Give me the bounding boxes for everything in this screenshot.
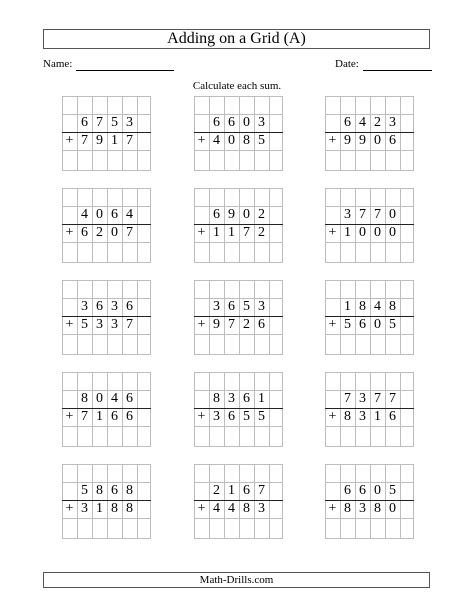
top-addend-digit: 3 <box>389 115 396 130</box>
grid-line <box>269 372 270 446</box>
top-addend-digit: 6 <box>243 391 250 406</box>
top-addend-digit: 3 <box>359 391 366 406</box>
bottom-addend-digit: 0 <box>374 133 381 148</box>
bottom-addend-digit: 2 <box>243 317 250 332</box>
bottom-addend-digit: 6 <box>359 317 366 332</box>
top-addend-digit: 4 <box>126 207 133 222</box>
grid-line <box>194 262 283 263</box>
bottom-addend-digit: 7 <box>126 225 133 240</box>
bottom-addend-digit: 1 <box>111 133 118 148</box>
grid-line <box>62 170 151 171</box>
top-addend-digit: 6 <box>344 483 351 498</box>
grid-line <box>325 170 414 171</box>
bottom-addend-digit: 1 <box>96 409 103 424</box>
problem-grid <box>194 280 283 354</box>
top-addend-digit: 6 <box>228 299 235 314</box>
plus-sign: + <box>65 409 74 424</box>
bottom-addend-digit: 4 <box>213 501 220 516</box>
top-addend-digit: 7 <box>344 391 351 406</box>
problem-grid <box>194 96 283 170</box>
top-addend-digit: 3 <box>126 115 133 130</box>
top-addend-digit: 7 <box>96 115 103 130</box>
bottom-addend-digit: 7 <box>126 317 133 332</box>
bottom-addend-digit: 0 <box>228 133 235 148</box>
bottom-addend-digit: 6 <box>81 225 88 240</box>
top-addend-digit: 8 <box>96 483 103 498</box>
grid-line <box>194 354 283 355</box>
name-label: Name: <box>43 58 73 70</box>
bottom-addend-digit: 8 <box>126 501 133 516</box>
grid-line <box>269 464 270 538</box>
top-addend-digit: 8 <box>126 483 133 498</box>
bottom-addend-digit: 1 <box>374 409 381 424</box>
top-addend-digit: 0 <box>389 207 396 222</box>
problem-grid <box>325 96 414 170</box>
bottom-addend-digit: 5 <box>389 317 396 332</box>
grid-line <box>282 464 283 538</box>
top-addend-digit: 6 <box>243 483 250 498</box>
top-addend-digit: 6 <box>228 115 235 130</box>
plus-sign: + <box>197 501 206 516</box>
grid-line <box>269 280 270 354</box>
date-field-line <box>363 70 432 71</box>
grid-line <box>194 446 283 447</box>
top-addend-digit: 2 <box>213 483 220 498</box>
bottom-addend-digit: 1 <box>213 225 220 240</box>
grid-line <box>400 464 401 538</box>
bottom-addend-digit: 1 <box>344 225 351 240</box>
problem-grid <box>62 280 151 354</box>
bottom-addend-digit: 8 <box>374 501 381 516</box>
problem-grid <box>325 464 414 538</box>
top-addend-digit: 8 <box>81 391 88 406</box>
plus-sign: + <box>197 225 206 240</box>
grid-line <box>413 280 414 354</box>
grid-line <box>150 188 151 262</box>
plus-sign: + <box>197 133 206 148</box>
problem-grid <box>62 372 151 446</box>
problem-grid <box>325 372 414 446</box>
top-addend-digit: 8 <box>359 299 366 314</box>
bottom-addend-digit: 3 <box>359 501 366 516</box>
plus-sign: + <box>65 225 74 240</box>
grid-line <box>269 188 270 262</box>
bottom-addend-digit: 8 <box>344 409 351 424</box>
bottom-addend-digit: 2 <box>258 225 265 240</box>
plus-sign: + <box>328 225 337 240</box>
grid-line <box>325 262 414 263</box>
plus-sign: + <box>65 317 74 332</box>
top-addend-digit: 0 <box>243 207 250 222</box>
grid-line <box>137 188 138 262</box>
bottom-addend-digit: 7 <box>228 317 235 332</box>
top-addend-digit: 6 <box>81 115 88 130</box>
problem-grid <box>194 188 283 262</box>
grid-line <box>150 280 151 354</box>
grid-line <box>413 96 414 170</box>
top-addend-digit: 3 <box>258 115 265 130</box>
top-addend-digit: 1 <box>228 483 235 498</box>
plus-sign: + <box>328 501 337 516</box>
top-addend-digit: 6 <box>213 115 220 130</box>
bottom-addend-digit: 4 <box>228 501 235 516</box>
bottom-addend-digit: 6 <box>389 409 396 424</box>
top-addend-digit: 3 <box>344 207 351 222</box>
bottom-addend-digit: 0 <box>111 225 118 240</box>
bottom-addend-digit: 4 <box>213 133 220 148</box>
top-addend-digit: 3 <box>111 299 118 314</box>
bottom-addend-digit: 3 <box>359 409 366 424</box>
bottom-addend-digit: 9 <box>344 133 351 148</box>
bottom-addend-digit: 0 <box>389 501 396 516</box>
grid-line <box>282 188 283 262</box>
footer-credit: Math-Drills.com <box>43 572 430 588</box>
top-addend-digit: 7 <box>374 207 381 222</box>
grid-line <box>413 372 414 446</box>
bottom-addend-digit: 3 <box>111 317 118 332</box>
top-addend-digit: 4 <box>81 207 88 222</box>
bottom-addend-digit: 7 <box>126 133 133 148</box>
problem-grid <box>194 464 283 538</box>
top-addend-digit: 4 <box>359 115 366 130</box>
top-addend-digit: 5 <box>243 299 250 314</box>
bottom-addend-digit: 6 <box>228 409 235 424</box>
top-addend-digit: 7 <box>359 207 366 222</box>
bottom-addend-digit: 0 <box>374 317 381 332</box>
bottom-addend-digit: 3 <box>213 409 220 424</box>
top-addend-digit: 2 <box>374 115 381 130</box>
top-addend-digit: 8 <box>213 391 220 406</box>
bottom-addend-digit: 3 <box>96 317 103 332</box>
problem-grid <box>62 188 151 262</box>
grid-line <box>137 96 138 170</box>
top-addend-digit: 6 <box>111 483 118 498</box>
top-addend-digit: 6 <box>126 391 133 406</box>
bottom-addend-digit: 3 <box>258 501 265 516</box>
grid-line <box>150 96 151 170</box>
top-addend-digit: 7 <box>374 391 381 406</box>
top-addend-digit: 6 <box>96 299 103 314</box>
top-addend-digit: 3 <box>81 299 88 314</box>
bottom-addend-digit: 9 <box>96 133 103 148</box>
grid-line <box>137 464 138 538</box>
bottom-addend-digit: 5 <box>344 317 351 332</box>
instructions: Calculate each sum. <box>192 80 282 92</box>
problem-grid <box>325 188 414 262</box>
problem-grid <box>325 280 414 354</box>
grid-line <box>62 446 151 447</box>
bottom-addend-digit: 5 <box>258 409 265 424</box>
grid-line <box>150 464 151 538</box>
top-addend-digit: 6 <box>126 299 133 314</box>
plus-sign: + <box>65 501 74 516</box>
bottom-addend-digit: 7 <box>81 409 88 424</box>
bottom-addend-digit: 6 <box>389 133 396 148</box>
grid-line <box>62 262 151 263</box>
grid-line <box>194 170 283 171</box>
problem-grid <box>194 372 283 446</box>
bottom-addend-digit: 8 <box>344 501 351 516</box>
grid-line <box>413 188 414 262</box>
bottom-addend-digit: 2 <box>96 225 103 240</box>
bottom-addend-digit: 1 <box>228 225 235 240</box>
grid-line <box>325 446 414 447</box>
top-addend-digit: 6 <box>344 115 351 130</box>
bottom-addend-digit: 5 <box>243 409 250 424</box>
top-addend-digit: 4 <box>374 299 381 314</box>
grid-line <box>137 372 138 446</box>
grid-line <box>400 96 401 170</box>
bottom-addend-digit: 9 <box>213 317 220 332</box>
top-addend-digit: 0 <box>96 391 103 406</box>
plus-sign: + <box>328 409 337 424</box>
top-addend-digit: 3 <box>228 391 235 406</box>
top-addend-digit: 0 <box>243 115 250 130</box>
grid-line <box>62 538 151 539</box>
grid-line <box>150 372 151 446</box>
bottom-addend-digit: 0 <box>359 225 366 240</box>
grid-line <box>400 188 401 262</box>
top-addend-digit: 7 <box>258 483 265 498</box>
top-addend-digit: 5 <box>111 115 118 130</box>
bottom-addend-digit: 6 <box>126 409 133 424</box>
top-addend-digit: 6 <box>111 207 118 222</box>
bottom-addend-digit: 6 <box>111 409 118 424</box>
grid-line <box>194 538 283 539</box>
problem-grid <box>62 96 151 170</box>
plus-sign: + <box>65 133 74 148</box>
grid-line <box>413 464 414 538</box>
grid-line <box>400 372 401 446</box>
top-addend-digit: 3 <box>213 299 220 314</box>
top-addend-digit: 0 <box>374 483 381 498</box>
grid-line <box>325 538 414 539</box>
bottom-addend-digit: 7 <box>243 225 250 240</box>
name-field-line <box>76 70 174 71</box>
grid-line <box>269 96 270 170</box>
top-addend-digit: 0 <box>96 207 103 222</box>
top-addend-digit: 9 <box>228 207 235 222</box>
bottom-addend-digit: 0 <box>374 225 381 240</box>
bottom-addend-digit: 8 <box>243 501 250 516</box>
top-addend-digit: 8 <box>389 299 396 314</box>
grid-line <box>282 280 283 354</box>
problem-grid <box>62 464 151 538</box>
grid-line <box>62 354 151 355</box>
grid-line <box>400 280 401 354</box>
grid-line <box>325 354 414 355</box>
top-addend-digit: 5 <box>389 483 396 498</box>
top-addend-digit: 1 <box>344 299 351 314</box>
date-label: Date: <box>335 58 359 70</box>
bottom-addend-digit: 8 <box>243 133 250 148</box>
bottom-addend-digit: 7 <box>81 133 88 148</box>
grid-line <box>137 280 138 354</box>
top-addend-digit: 6 <box>213 207 220 222</box>
plus-sign: + <box>328 133 337 148</box>
grid-line <box>282 372 283 446</box>
bottom-addend-digit: 6 <box>258 317 265 332</box>
bottom-addend-digit: 5 <box>258 133 265 148</box>
top-addend-digit: 7 <box>389 391 396 406</box>
top-addend-digit: 4 <box>111 391 118 406</box>
bottom-addend-digit: 0 <box>389 225 396 240</box>
bottom-addend-digit: 5 <box>81 317 88 332</box>
plus-sign: + <box>197 409 206 424</box>
top-addend-digit: 3 <box>258 299 265 314</box>
grid-line <box>282 96 283 170</box>
top-addend-digit: 2 <box>258 207 265 222</box>
top-addend-digit: 5 <box>81 483 88 498</box>
bottom-addend-digit: 1 <box>96 501 103 516</box>
top-addend-digit: 6 <box>359 483 366 498</box>
bottom-addend-digit: 9 <box>359 133 366 148</box>
plus-sign: + <box>328 317 337 332</box>
top-addend-digit: 1 <box>258 391 265 406</box>
plus-sign: + <box>197 317 206 332</box>
worksheet-title: Adding on a Grid (A) <box>43 29 430 49</box>
bottom-addend-digit: 8 <box>111 501 118 516</box>
bottom-addend-digit: 3 <box>81 501 88 516</box>
